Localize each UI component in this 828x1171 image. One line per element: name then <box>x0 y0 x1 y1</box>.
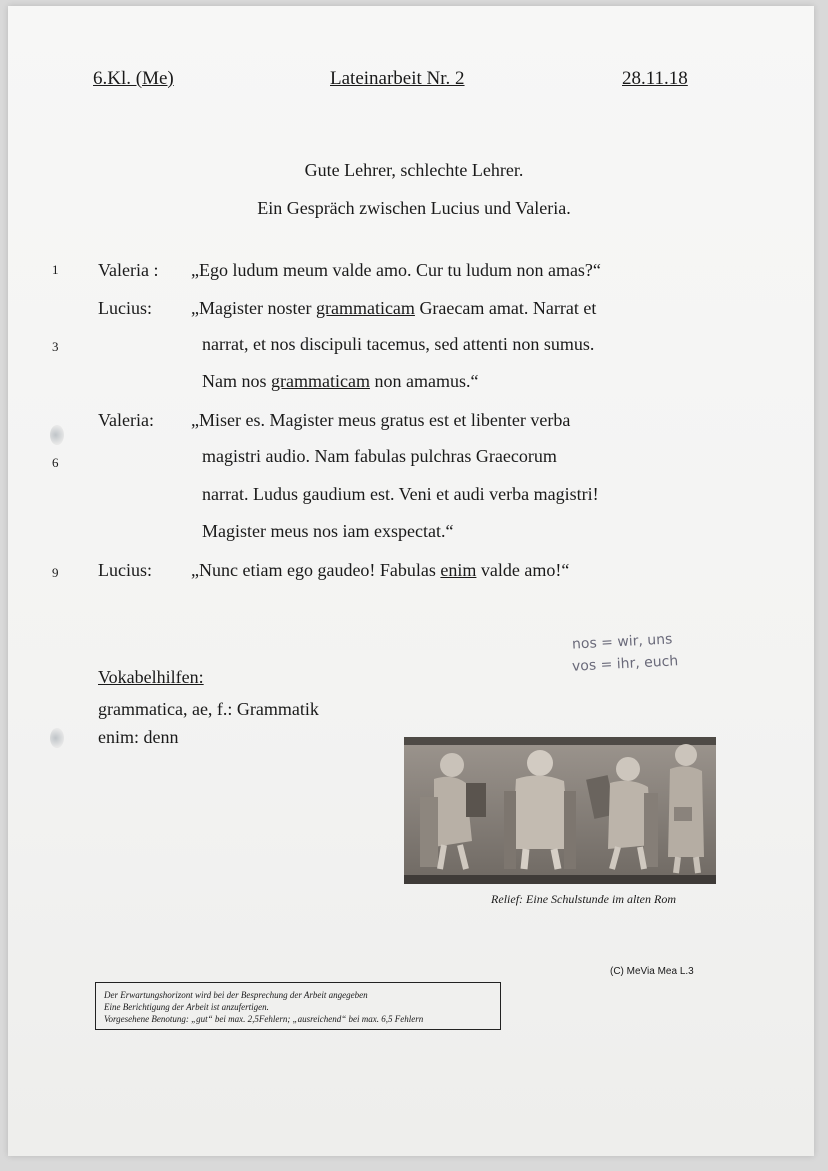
test-title: Lateinarbeit Nr. 2 <box>330 68 465 89</box>
line-number: 3 <box>52 339 59 354</box>
vocabulary-item: enim: denn <box>98 727 179 747</box>
dialogue-line: Nam nos grammaticam non amamus.“ <box>202 371 479 391</box>
dialogue-line: Magister meus nos iam exspectat.“ <box>202 521 454 541</box>
copyright-notice: (C) MeVia Mea L.3 <box>610 966 694 977</box>
line-number: 1 <box>52 262 59 277</box>
line-number: 9 <box>52 565 59 580</box>
image-caption: Relief: Eine Schulstunde im alten Rom <box>491 892 676 906</box>
grading-note-box <box>95 982 501 1030</box>
relief-image <box>404 737 716 884</box>
underlined-word: grammaticam <box>271 371 370 391</box>
dialogue-line: „Miser es. Magister meus gratus est et libenter verba <box>191 410 571 430</box>
speaker-label: Lucius: <box>98 298 152 318</box>
speaker-label: Valeria: <box>98 410 154 430</box>
dialogue-line: narrat. Ludus gaudium est. Veni et audi verba magistri! <box>202 484 599 504</box>
punch-hole <box>50 728 64 748</box>
dialogue-line: narrat, et nos discipuli tacemus, sed attenti non sumus. <box>202 334 595 354</box>
handwritten-note-line: vos = ihr, euch <box>571 653 679 675</box>
handwritten-note-line: nos = wir, uns <box>571 631 673 653</box>
dialogue-line: „Magister noster grammaticam Graecam amat. Narrat et <box>191 298 597 318</box>
underlined-word: enim <box>440 560 477 580</box>
class-label: 6.Kl. (Me) <box>93 68 174 89</box>
underlined-word: grammaticam <box>315 298 415 318</box>
punch-hole <box>50 425 64 445</box>
line-number: 6 <box>52 455 59 470</box>
test-date: 28.11.18 <box>622 68 688 89</box>
grading-note-line: Der Erwartungshorizont wird bei der Besprechung der Arbeit angegeben <box>104 990 368 1000</box>
vocabulary-item: grammatica, ae, f.: Grammatik <box>98 699 319 719</box>
grading-note-line: Eine Berichtigung der Arbeit ist anzufertigen. <box>104 1002 269 1012</box>
dialogue-line: magistri audio. Nam fabulas pulchras Graecorum <box>202 446 557 466</box>
text-title: Gute Lehrer, schlechte Lehrer. <box>304 160 524 180</box>
dialogue-line: „Ego ludum meum valde amo. Cur tu ludum non amas?“ <box>191 260 601 280</box>
dialogue-line: „Nunc etiam ego gaudeo! Fabulas enim valde amo!“ <box>191 560 570 580</box>
text-subtitle: Ein Gespräch zwischen Lucius und Valeria. <box>257 198 571 218</box>
relief-illustration <box>404 737 716 884</box>
grading-note-line: Vorgesehene Benotung: „gut“ bei max. 2,5Fehlern; „ausreichend“ bei max. 6,5 Fehlern <box>104 1014 424 1024</box>
vocabulary-heading: Vokabelhilfen: <box>98 667 204 687</box>
speaker-label: Lucius: <box>98 560 152 580</box>
speaker-label: Valeria : <box>98 260 159 280</box>
